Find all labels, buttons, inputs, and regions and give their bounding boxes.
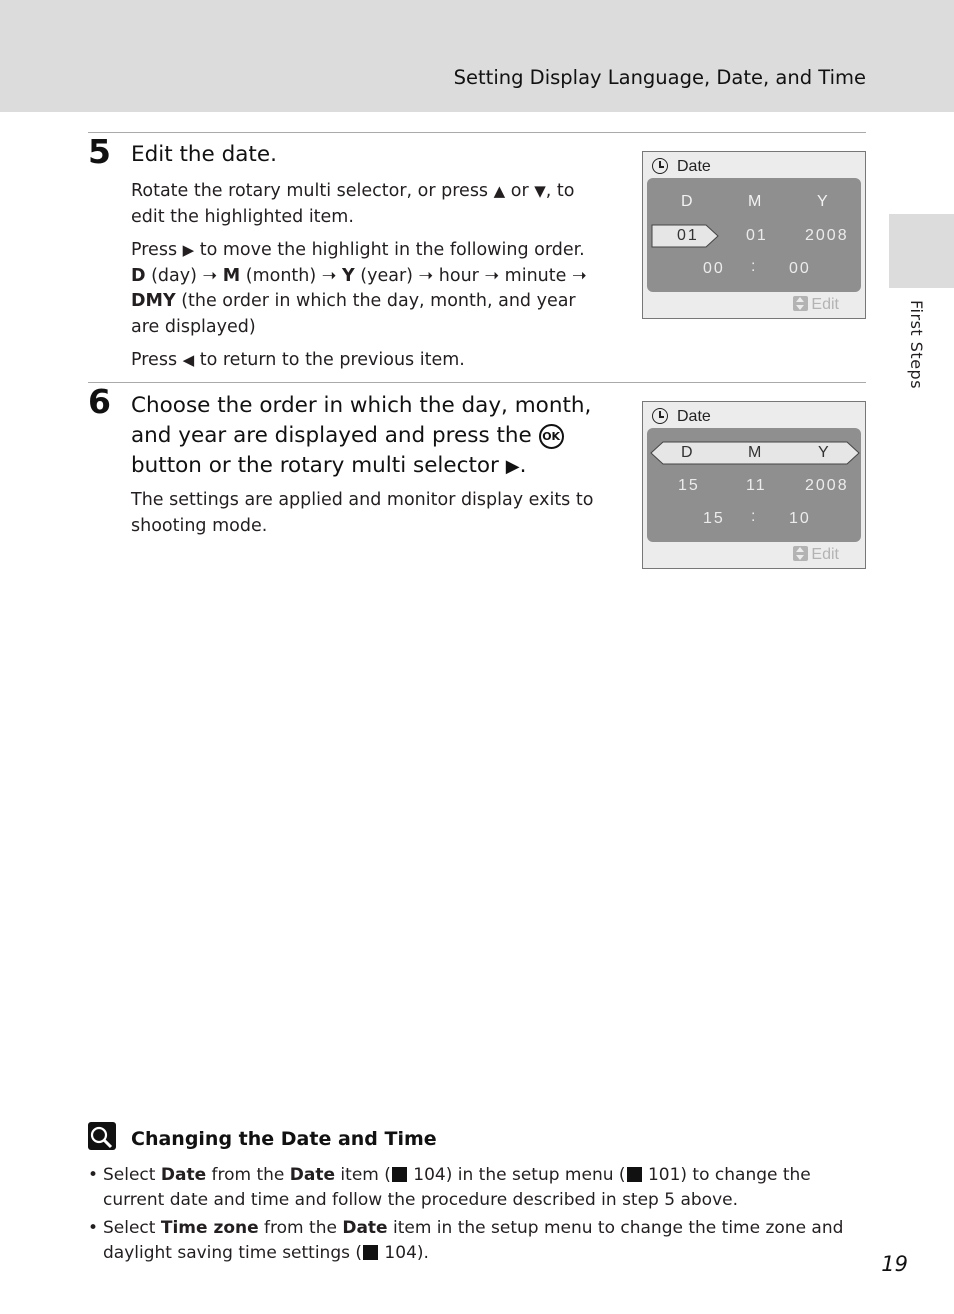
screen-body bbox=[647, 178, 861, 292]
step-5-title: Edit the date. bbox=[131, 142, 277, 167]
edit-hint: Edit bbox=[793, 296, 839, 314]
step-6-title: Choose the order in which the day, month, and year are displayed and press the OK button or the rotary multi selector ▶. bbox=[131, 393, 592, 478]
day-value[interactable]: 01 bbox=[677, 227, 699, 244]
up-triangle-icon: ▲ bbox=[493, 182, 506, 200]
month-value: 11 bbox=[746, 477, 767, 494]
page-reference-icon bbox=[363, 1245, 378, 1260]
screen-body bbox=[647, 428, 861, 542]
down-triangle-icon: ▼ bbox=[534, 182, 546, 200]
col-m[interactable]: M bbox=[748, 444, 762, 461]
list-item: • Select Time zone from the Date item in the setup menu to change the time zone and daylight saving time settings ( 104). bbox=[88, 1216, 866, 1265]
hour-value[interactable]: 00 bbox=[703, 260, 725, 277]
tip-bullets bbox=[88, 1163, 866, 1268]
hour-value: 15 bbox=[703, 510, 725, 527]
tip-icon bbox=[88, 1122, 116, 1150]
month-value[interactable]: 01 bbox=[746, 227, 768, 244]
divider bbox=[88, 132, 866, 133]
arrow-icon: ➝ bbox=[202, 265, 218, 286]
list-item: • Select Date from the Date item ( 104) in the setup menu ( 101) to change the current date and time and follow the procedure described in step 5 above. bbox=[88, 1163, 866, 1212]
minute-value: 10 bbox=[789, 510, 811, 527]
tip-title: Changing the Date and Time bbox=[131, 1128, 437, 1150]
screen-title: Date bbox=[677, 158, 711, 175]
col-y: Y bbox=[817, 193, 828, 210]
day-value: 15 bbox=[678, 477, 700, 494]
page-number: 19 bbox=[881, 1252, 908, 1276]
right-triangle-icon: ▶ bbox=[182, 241, 195, 259]
edit-hint: Edit bbox=[793, 546, 839, 564]
up-down-icon bbox=[793, 546, 808, 561]
up-down-icon bbox=[793, 296, 808, 311]
running-title: Setting Display Language, Date, and Time bbox=[453, 66, 866, 89]
camera-screen-step5 bbox=[642, 151, 866, 319]
time-separator: : bbox=[751, 258, 758, 275]
step-6-number: 6 bbox=[88, 382, 111, 421]
col-d[interactable]: D bbox=[681, 444, 693, 461]
divider bbox=[88, 382, 866, 383]
step-5-number: 5 bbox=[88, 132, 111, 171]
year-value: 2008 bbox=[805, 477, 849, 494]
page-reference-icon bbox=[627, 1167, 642, 1182]
minute-value[interactable]: 00 bbox=[789, 260, 811, 277]
left-triangle-icon: ◀ bbox=[182, 351, 195, 369]
side-tab-label: First Steps bbox=[907, 300, 926, 390]
step-5-instructions: Rotate the rotary multi selector, or press ▲ or ▼, to edit the highlighted item. Press ▶ to move the highlight in the following order. D (day) ➝ M (month) ➝ Y (year) ➝ hour ➝ minute ➝ DMY (the order in which the day, month, and year are displayed) Press ◀ to return to the previous item. bbox=[131, 181, 587, 370]
col-y[interactable]: Y bbox=[818, 444, 829, 461]
header-band bbox=[0, 0, 954, 112]
year-value[interactable]: 2008 bbox=[805, 227, 849, 244]
clock-icon bbox=[652, 158, 668, 174]
arrow-icon: ➝ bbox=[418, 265, 434, 286]
arrow-icon: ➝ bbox=[321, 265, 337, 286]
ok-button-icon: OK bbox=[539, 424, 564, 449]
arrow-icon: ➝ bbox=[571, 265, 587, 286]
col-d: D bbox=[681, 193, 693, 210]
side-tab bbox=[889, 214, 954, 288]
time-separator: : bbox=[751, 508, 758, 525]
page-reference-icon bbox=[392, 1167, 407, 1182]
step-6-body: The settings are applied and monitor display exits to shooting mode. bbox=[131, 490, 594, 536]
clock-icon bbox=[652, 408, 668, 424]
screen-title: Date bbox=[677, 408, 711, 425]
right-triangle-icon: ▶ bbox=[505, 456, 520, 477]
col-m: M bbox=[748, 193, 762, 210]
camera-screen-step6 bbox=[642, 401, 866, 569]
arrow-icon: ➝ bbox=[484, 265, 500, 286]
